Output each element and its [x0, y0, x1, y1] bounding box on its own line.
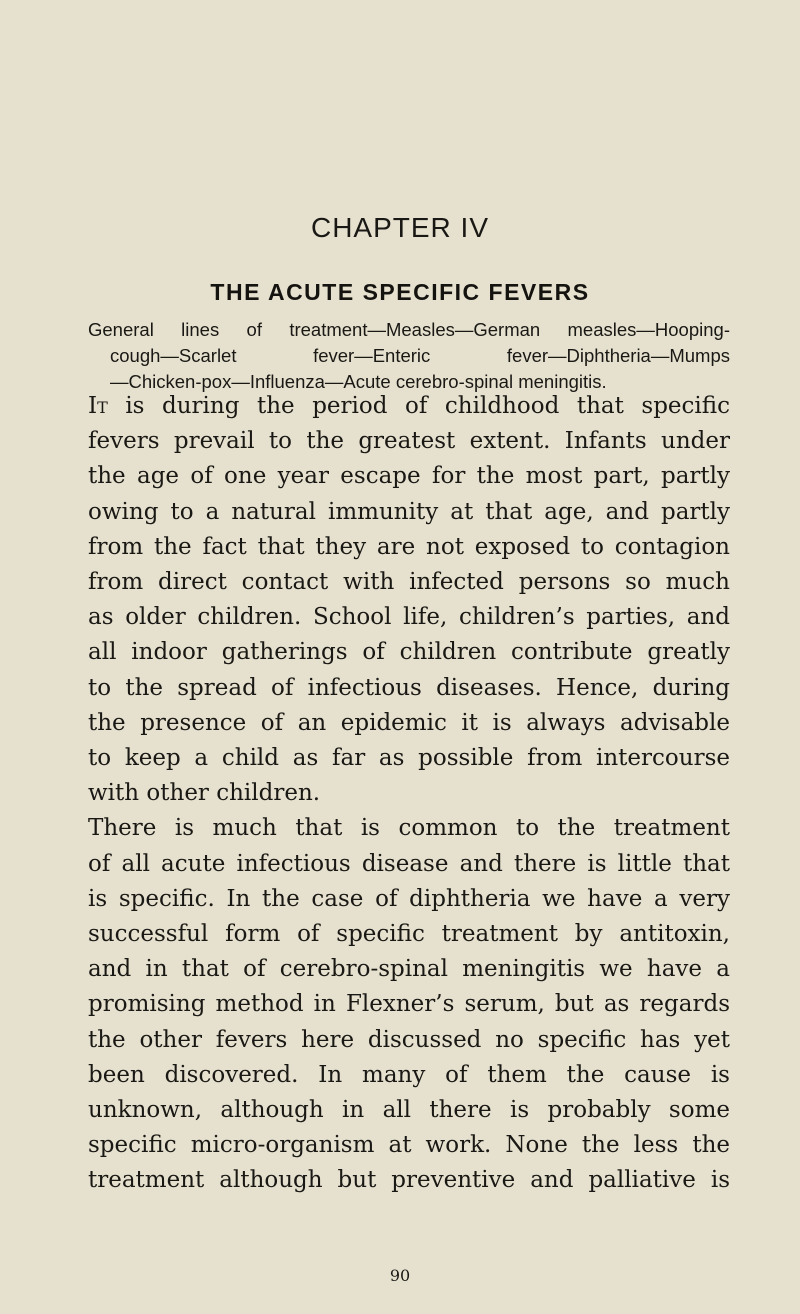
chapter-summary — [88, 317, 730, 395]
body-text — [88, 389, 730, 1199]
paragraph-line: with other children. — [88, 780, 321, 807]
paragraph-line: the age of one year escape for the most part, partly — [88, 463, 730, 490]
summary-line: —Chicken-pox—Influenza—Acute cerebro-spinal meningitis. — [110, 371, 607, 392]
paragraph-line: the other fevers here discussed no specific has yet — [88, 1026, 730, 1053]
summary-line: General lines of treatment—Measles—German measles—Hooping- — [88, 319, 730, 340]
paragraph-line: to the spread of infectious diseases. Hence, during — [88, 674, 730, 701]
paragraph-line — [88, 389, 730, 424]
page-number: 90 — [389, 1266, 411, 1285]
paragraph-line: owing to a natural immunity at that age, and partly — [88, 498, 730, 525]
paragraph-line: successful form of specific treatment by antitoxin, — [88, 921, 730, 948]
chapter-title: THE ACUTE SPECIFIC FEVERS — [210, 279, 590, 305]
paragraph-line: of all acute infectious disease and there is little that — [88, 850, 730, 877]
paragraph-line: as older children. School life, children’s parties, and — [88, 604, 730, 631]
paragraph-line: to keep a child as far as possible from intercourse — [88, 745, 730, 772]
paragraph-line: fevers prevail to the greatest extent. Infants under — [88, 428, 730, 455]
paragraph-line: from direct contact with infected persons so much — [88, 569, 730, 596]
drop-lead-word: It — [88, 393, 108, 419]
paragraph-line: is specific. In the case of diphtheria we have a very — [88, 885, 730, 912]
paragraph-line-text: is during the period of childhood that specific — [107, 393, 730, 419]
paragraph-line: been discovered. In many of them the cause is — [88, 1061, 730, 1088]
paragraph-line: and in that of cerebro-spinal meningitis we have a — [88, 956, 730, 983]
paragraph-line: the presence of an epidemic it is always advisable — [88, 709, 730, 736]
paragraph-line: unknown, although in all there is probably some — [88, 1097, 730, 1124]
chapter-heading: CHAPTER IV — [310, 212, 490, 243]
paragraph-line: from the fact that they are not exposed to contagion — [88, 533, 730, 560]
paragraph-line: all indoor gatherings of children contribute greatly — [88, 639, 730, 666]
paragraph-line: promising method in Flexner’s serum, but as regards — [88, 991, 730, 1018]
paragraph-line: There is much that is common to the treatment — [88, 815, 730, 842]
paragraph-line: treatment although but preventive and palliative is — [88, 1167, 730, 1194]
paragraph-line: specific micro-organism at work. None the less the — [88, 1132, 730, 1159]
summary-line: cough—Scarlet fever—Enteric fever—Diphtheria—Mumps — [110, 345, 730, 366]
